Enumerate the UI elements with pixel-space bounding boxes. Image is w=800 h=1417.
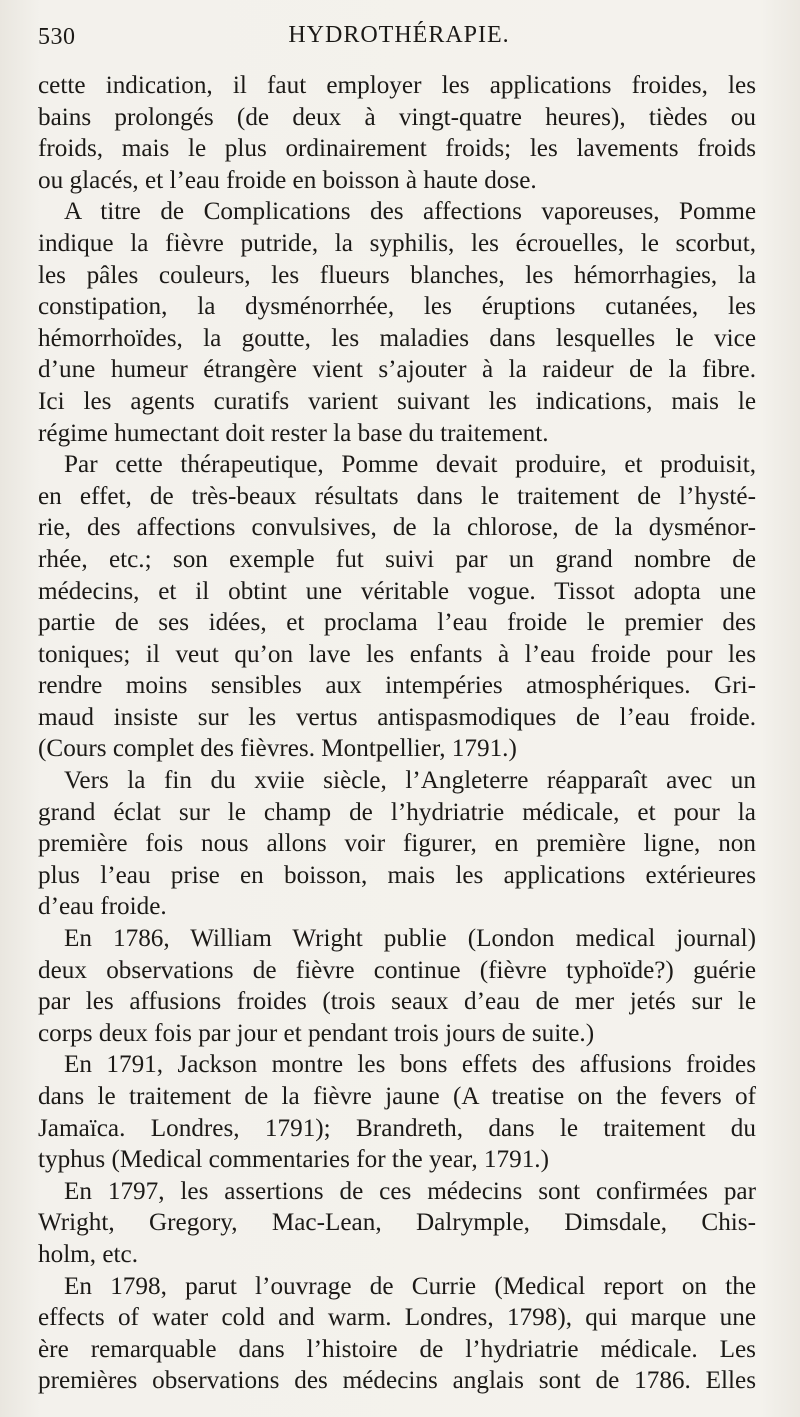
text-line: ère remarquable dans l’histoire de l’hydriatrie médicale. Les <box>38 1335 756 1363</box>
text-line: hémorrhoïdes, la goutte, les maladies dans lesquelles le vice <box>38 324 756 352</box>
text-line: rendre moins sensibles aux intempéries atmosphériques. Gri- <box>38 672 756 700</box>
text-line: en effet, de très-beaux résultats dans le traitement de l’hysté- <box>38 482 756 510</box>
text-line: holm, etc. <box>38 1240 139 1268</box>
text-line: En 1786, William Wright publie (London medical journal) <box>64 925 756 953</box>
text-line: première fois nous allons voir figurer, en première ligne, non <box>38 830 756 858</box>
text-line: (Cours complet des fièvres. Montpellier, 1791.) <box>38 735 517 763</box>
text-line: indique la fièvre putride, la syphilis, les écrouelles, le scorbut, <box>38 229 756 257</box>
text-line: les pâles couleurs, les flueurs blanches, les hémorrhagies, la <box>38 261 756 289</box>
text-line: Par cette thérapeutique, Pomme devait produire, et produisit, <box>64 451 756 479</box>
text-line: effects of water cold and warm. Londres, 1798), qui marque une <box>38 1304 756 1332</box>
text-line: toniques; il veut qu’on lave les enfants à l’eau froide pour les <box>38 640 756 668</box>
text-line: bains prolongés (de deux à vingt-quatre heures), tièdes ou <box>38 103 756 131</box>
text-line: partie de ses idées, et proclama l’eau froide le premier des <box>38 609 756 637</box>
text-line: médecins, et il obtint une véritable vogue. Tissot adopta une <box>38 577 756 605</box>
body-text <box>38 70 756 1397</box>
text-line: régime humectant doit rester la base du traitement. <box>38 419 549 447</box>
text-line: En 1791, Jackson montre les bons effets des affusions froides <box>64 1051 756 1079</box>
text-line: maud insiste sur les vertus antispasmodiques de l’eau froide. <box>38 703 756 731</box>
text-line: rie, des affections convulsives, de la chlorose, de la dysménor- <box>38 514 756 542</box>
text-line: premières observations des médecins anglais sont de 1786. Elles <box>38 1367 756 1395</box>
text-line: Jamaïca. Londres, 1791); Brandreth, dans le traitement du <box>38 1114 756 1142</box>
text-line: par les affusions froides (trois seaux d’eau de mer jetés sur le <box>38 988 756 1016</box>
page-header <box>38 18 760 58</box>
text-line: Wright, Gregory, Mac-Lean, Dalrymple, Dimsdale, Chis- <box>38 1209 756 1237</box>
text-line: En 1798, parut l’ouvrage de Currie (Medical report on the <box>64 1272 756 1300</box>
text-line: plus l’eau prise en boisson, mais les applications extérieures <box>38 861 756 889</box>
text-line: deux observations de fièvre continue (fièvre typhoïde?) guérie <box>38 956 756 984</box>
text-line: En 1797, les assertions de ces médecins sont confirmées par <box>64 1177 756 1205</box>
text-line: froids, mais le plus ordinairement froids; les lavements froids <box>38 135 756 163</box>
text-line: rhée, etc.; son exemple fut suivi par un grand nombre de <box>38 545 756 573</box>
text-line: d’eau froide. <box>38 893 167 921</box>
text-line: typhus (Medical commentaries for the year, 1791.) <box>38 1146 549 1174</box>
text-line: constipation, la dysménorrhée, les éruptions cutanées, les <box>38 293 756 321</box>
running-title: HYDROTHÉRAPIE. <box>288 22 510 48</box>
text-line: corps deux fois par jour et pendant trois jours de suite.) <box>38 1019 595 1047</box>
text-line: Vers la fin du xviie siècle, l’Angleterre réapparaît avec un <box>64 767 756 795</box>
text-line: dans le traitement de la fièvre jaune (A treatise on the fevers of <box>38 1083 756 1110</box>
text-line: ou glacés, et l’eau froide en boisson à haute dose. <box>38 166 537 194</box>
text-line: Ici les agents curatifs varient suivant les indications, mais le <box>38 387 756 415</box>
text-line: cette indication, il faut employer les applications froides, les <box>38 72 756 99</box>
text-line: grand éclat sur le champ de l’hydriatrie médicale, et pour la <box>38 798 756 826</box>
page-number: 530 <box>38 24 76 50</box>
text-line: d’une humeur étrangère vient s’ajouter à la raideur de la fibre. <box>38 356 756 384</box>
text-line: A titre de Complications des affections vaporeuses, Pomme <box>64 198 756 226</box>
